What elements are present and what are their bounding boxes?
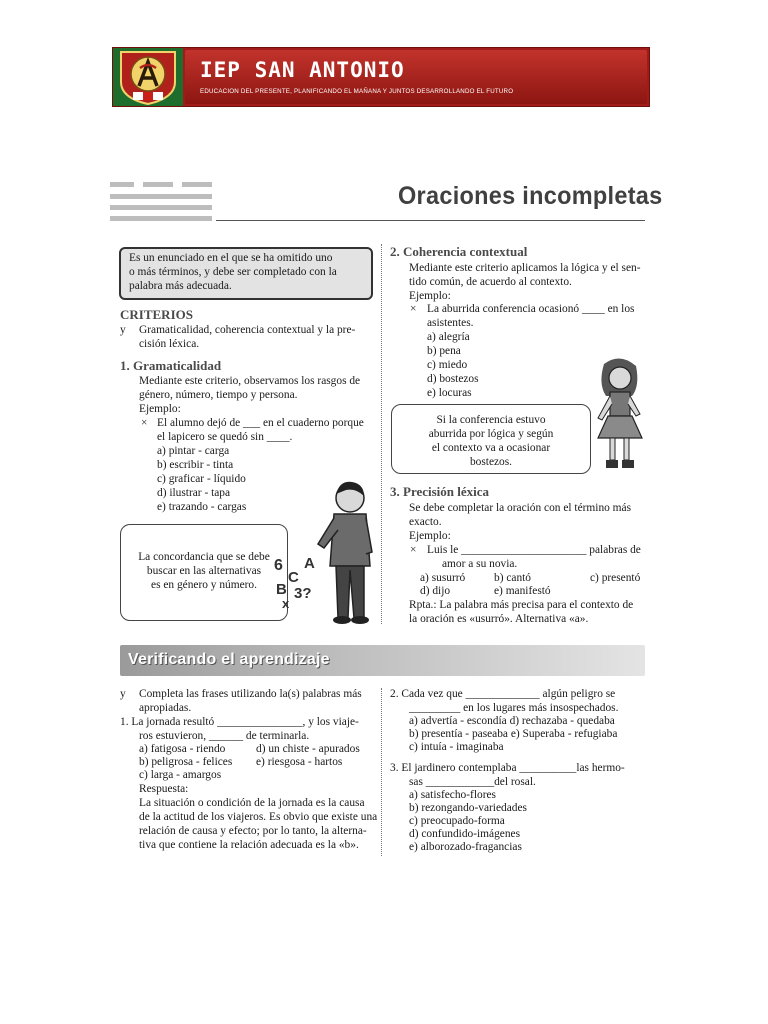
bullet-marker: y <box>120 324 126 336</box>
callout-line: buscar en las alternativas <box>146 565 262 577</box>
instruction-line: apropiadas. <box>139 702 192 714</box>
criterios-text: cisión léxica. <box>139 338 200 350</box>
svg-text:A: A <box>304 555 315 572</box>
criterios-heading: CRITERIOS <box>120 307 193 322</box>
school-motto: EDUCACION DEL PRESENTE, PLANIFICANDO EL MAÑANA Y JUNTOS DESARROLLANDO EL FUTURO <box>200 88 514 95</box>
option-item: d) bostezos <box>427 373 479 385</box>
option-item: e) riesgosa - hartos <box>256 756 343 768</box>
option-item: a) pintar - carga <box>157 445 230 457</box>
paragraph-line: Mediante este criterio, observamos los rasgos de <box>139 375 361 387</box>
title-divider <box>216 220 645 221</box>
option-item: c) larga - amargos <box>139 769 222 781</box>
respuesta-line: La situación o condición de la jornada es la causa <box>139 797 365 809</box>
question-line: _________ en los lugares más insospechados. <box>409 702 619 714</box>
question-line: sas ____________del rosal. <box>409 776 536 788</box>
svg-text:B: B <box>276 581 287 598</box>
example-marker: × <box>410 303 417 315</box>
option-item: e) locuras <box>427 387 472 399</box>
option-item: e) alborozado-fragancias <box>409 841 522 853</box>
ejemplo-label: Ejemplo: <box>139 403 181 415</box>
respuesta-line: relación de causa y efecto; por lo tanto, la alterna- <box>139 825 367 837</box>
option-item: d) un chiste - apurados <box>256 743 360 755</box>
callout-line: aburrida por lógica y según <box>428 428 554 440</box>
answer-line: Rpta.: La palabra más precisa para el contexto de <box>409 599 634 611</box>
definition-line: o más términos, y debe ser completado con la <box>129 266 337 278</box>
example-line: amor a su novia. <box>442 558 518 570</box>
question-line: 3. El jardinero contemplaba __________las hermo- <box>390 762 625 774</box>
option-item: a) susurró <box>420 572 466 584</box>
bullet-marker: y <box>120 688 126 700</box>
callout-line: el contexto va a ocasionar <box>431 442 551 454</box>
callout-line: La concordancia que se debe <box>138 551 270 563</box>
svg-text:6: 6 <box>274 557 283 574</box>
option-item: c) preocupado-forma <box>409 815 505 827</box>
paragraph-line: Se debe completar la oración con el término más <box>409 502 632 514</box>
option-item: b) rezongando-variedades <box>409 802 527 814</box>
respuesta-label: Respuesta: <box>139 783 189 795</box>
callout-line: bostezos. <box>469 456 513 468</box>
example-line: La aburrida conferencia ocasionó ____ en los <box>427 303 635 315</box>
precision-heading: 3. Precisión léxica <box>390 484 490 499</box>
callout-line: es en género y número. <box>151 579 257 591</box>
school-logo <box>113 48 183 106</box>
option-item: b) peligrosa - felices <box>139 756 233 768</box>
column-divider <box>381 244 382 624</box>
option-item: c) graficar - líquido <box>157 473 246 485</box>
example-line: asistentes. <box>427 317 474 329</box>
column-divider <box>381 688 382 856</box>
option-item: a) fatigosa - riendo <box>139 743 226 755</box>
option-item: b) cantó <box>494 572 532 584</box>
respuesta-line: tiva que contiene la relación adecuada es la «b». <box>139 839 359 851</box>
option-item: b) escribir - tinta <box>157 459 234 471</box>
ejemplo-label: Ejemplo: <box>409 530 451 542</box>
section-title: Verificando el aprendizaje <box>128 651 330 668</box>
coherencia-heading: 2. Coherencia contextual <box>390 244 528 259</box>
page-title: Oraciones incompletas <box>398 182 663 210</box>
boy-illustration <box>268 478 378 628</box>
girl-illustration <box>590 356 648 476</box>
definition-line: palabra más adecuada. <box>129 280 232 292</box>
option-item: b) presentía - paseaba e) Superaba - refugiaba <box>409 728 618 740</box>
svg-text:C: C <box>288 569 299 586</box>
option-item: a) alegría <box>427 331 470 343</box>
svg-text:3?: 3? <box>294 585 312 602</box>
respuesta-line: de la actitud de los viajeros. Es obvio que existe una <box>139 811 378 823</box>
option-item: c) presentó <box>590 572 641 584</box>
option-item: e) trazando - cargas <box>157 501 247 513</box>
ejemplo-label: Ejemplo: <box>409 290 451 302</box>
option-item: b) pena <box>427 345 461 357</box>
paragraph-line: Mediante este criterio aplicamos la lógica y el sen- <box>409 262 641 274</box>
question-line: 2. Cada vez que _____________ algún peligro se <box>390 688 616 700</box>
svg-text:x: x <box>282 596 290 611</box>
option-item: c) miedo <box>427 359 468 371</box>
instruction-line: Completa las frases utilizando la(s) palabras más <box>139 688 362 700</box>
school-name: IEP SAN ANTONIO <box>200 58 405 82</box>
option-item: d) ilustrar - tapa <box>157 487 231 499</box>
paragraph-line: exacto. <box>409 516 442 528</box>
option-item: d) dijo <box>420 585 451 597</box>
option-item: c) intuía - imaginaba <box>409 741 504 753</box>
criterios-text: Gramaticalidad, coherencia contextual y la pre- <box>139 324 356 336</box>
example-line: El alumno dejó de ___ en el cuaderno porque <box>157 417 364 429</box>
definition-line: Es un enunciado en el que se ha omitido uno <box>129 252 333 264</box>
paragraph-line: género, número, tiempo y persona. <box>139 389 298 401</box>
callout-line: Si la conferencia estuvo <box>436 414 546 426</box>
option-item: a) satisfecho-flores <box>409 789 496 801</box>
paragraph-line: tido común, de acuerdo al contexto. <box>409 276 572 288</box>
example-marker: × <box>141 417 148 429</box>
answer-line: la oración es «usurró». Alternativa «a». <box>409 613 589 625</box>
question-line: ros estuvieron, ______ de terminarla. <box>139 730 310 742</box>
option-item: a) advertía - escondía d) rechazaba - quedaba <box>409 715 615 727</box>
example-line: Luis le ______________________ palabras de <box>427 544 641 556</box>
question-line: 1. La jornada resultó _______________, y los viaje- <box>120 716 359 728</box>
example-line: el lapicero se quedó sin ____. <box>157 431 293 443</box>
example-marker: × <box>410 544 417 556</box>
gramaticalidad-heading: 1. Gramaticalidad <box>120 358 222 373</box>
option-item: d) confundido-imágenes <box>409 828 521 840</box>
option-item: e) manifestó <box>494 585 551 597</box>
